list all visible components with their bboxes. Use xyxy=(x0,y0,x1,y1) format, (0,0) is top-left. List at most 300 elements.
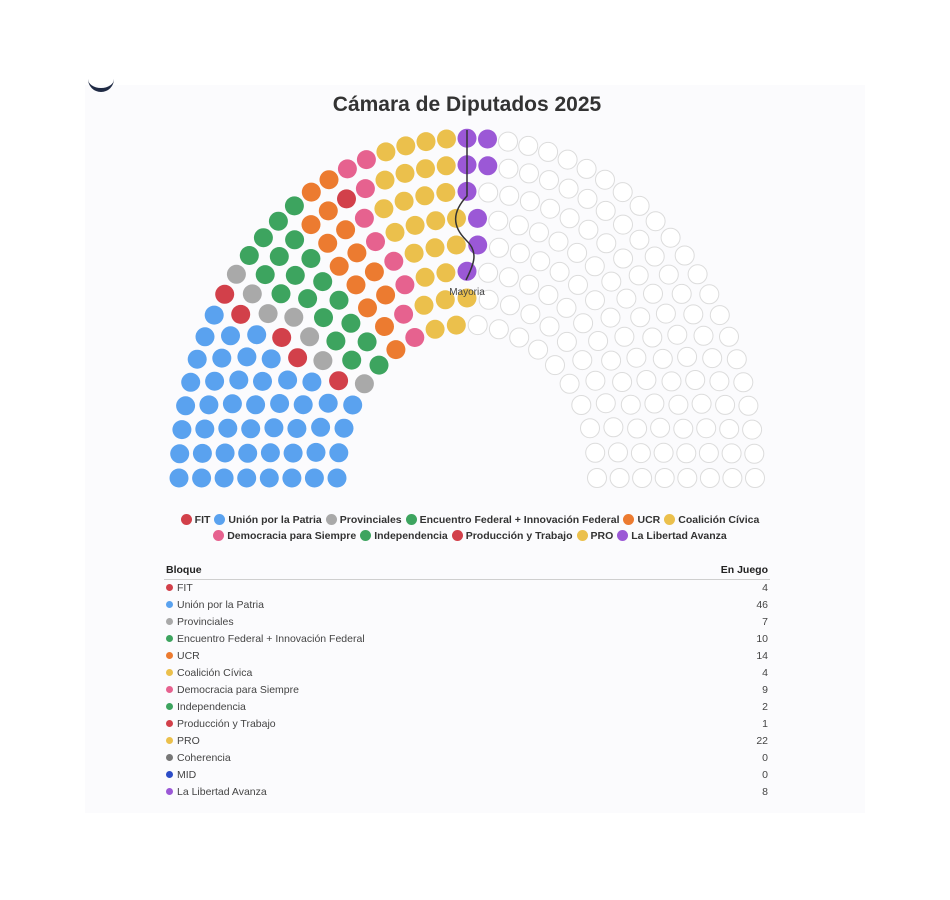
seat-empty xyxy=(572,396,591,415)
legend-row xyxy=(160,512,780,528)
table-row xyxy=(164,648,770,665)
seat-filled xyxy=(437,130,456,149)
legend-swatch xyxy=(326,514,337,525)
bloque-name: Independencia xyxy=(177,701,246,713)
seat-filled xyxy=(285,196,304,215)
seat-filled xyxy=(338,159,357,178)
seat-filled xyxy=(426,320,445,339)
seat-empty xyxy=(560,374,579,393)
seat-empty xyxy=(675,246,694,265)
seat-filled xyxy=(468,209,487,228)
seat-empty xyxy=(703,349,722,368)
seat-filled xyxy=(478,130,497,149)
seat-filled xyxy=(437,156,456,175)
bloque-cell xyxy=(164,716,648,733)
bloque-color-dot xyxy=(166,788,173,795)
bloque-name: Encuentro Federal + Innovación Federal xyxy=(177,633,365,645)
seat-empty xyxy=(602,272,621,291)
legend-label: La Libertad Avanza xyxy=(631,530,727,542)
legend-row xyxy=(160,528,780,544)
seat-filled xyxy=(319,201,338,220)
seat-filled xyxy=(287,419,306,438)
bloque-cell xyxy=(164,699,648,716)
seat-filled xyxy=(375,317,394,336)
legend-label: Democracia para Siempre xyxy=(227,530,357,542)
seat-empty xyxy=(468,316,487,335)
seat-empty xyxy=(569,275,588,294)
legend-item[interactable] xyxy=(664,512,759,528)
seat-filled xyxy=(170,444,189,463)
seat-filled xyxy=(313,272,332,291)
seat-filled xyxy=(336,220,355,239)
seat-filled xyxy=(319,394,338,413)
seat-empty xyxy=(586,291,605,310)
seat-empty xyxy=(688,265,707,284)
legend-item[interactable] xyxy=(213,528,356,544)
seat-empty xyxy=(559,179,578,198)
seat-filled xyxy=(355,374,374,393)
legend-item[interactable] xyxy=(326,512,402,528)
table-row xyxy=(164,767,770,784)
seat-filled xyxy=(416,268,435,287)
seat-empty xyxy=(520,192,539,211)
seat-filled xyxy=(384,252,403,271)
seat-empty xyxy=(659,265,678,284)
seat-empty xyxy=(645,247,664,266)
seat-empty xyxy=(662,372,681,391)
majority-label: Mayoria xyxy=(449,287,485,298)
legend-swatch xyxy=(452,530,463,541)
seat-filled xyxy=(237,469,256,488)
legend-label: PRO xyxy=(590,530,614,542)
seat-empty xyxy=(656,304,675,323)
seat-filled xyxy=(307,443,326,462)
seat-filled xyxy=(417,132,436,151)
seat-empty xyxy=(501,296,520,315)
seat-filled xyxy=(212,349,231,368)
seat-filled xyxy=(415,296,434,315)
seat-filled xyxy=(447,236,466,255)
bloque-name: Unión por la Patria xyxy=(177,599,264,611)
seat-empty xyxy=(510,244,529,263)
seat-filled xyxy=(396,164,415,183)
seat-filled xyxy=(370,356,389,375)
legend-label: Coalición Cívica xyxy=(678,514,760,526)
seat-filled xyxy=(329,371,348,390)
seat-filled xyxy=(172,420,191,439)
seat-empty xyxy=(521,305,540,324)
seat-filled xyxy=(376,286,395,305)
table-row xyxy=(164,716,770,733)
seat-filled xyxy=(357,150,376,169)
seat-filled xyxy=(302,373,321,392)
legend-swatch xyxy=(577,530,588,541)
seat-filled xyxy=(405,244,424,263)
bloque-name: FIT xyxy=(177,582,193,594)
seat-filled xyxy=(215,285,234,304)
seat-empty xyxy=(613,373,632,392)
seat-empty xyxy=(633,469,652,488)
seat-filled xyxy=(199,395,218,414)
bloque-color-dot xyxy=(166,652,173,659)
seat-empty xyxy=(589,332,608,351)
seat-filled xyxy=(302,215,321,234)
seat-filled xyxy=(254,228,273,247)
legend-swatch xyxy=(406,514,417,525)
seat-filled xyxy=(300,327,319,346)
seat-empty xyxy=(479,183,498,202)
legend-label: UCR xyxy=(637,514,661,526)
seat-empty xyxy=(615,327,634,346)
seat-empty xyxy=(629,266,648,285)
seat-filled xyxy=(247,325,266,344)
seat-empty xyxy=(546,356,565,375)
seat-empty xyxy=(655,469,674,488)
seat-filled xyxy=(376,142,395,161)
seat-filled xyxy=(329,443,348,462)
bloque-cell xyxy=(164,784,648,801)
legend-swatch xyxy=(181,514,192,525)
seat-filled xyxy=(405,328,424,347)
legend-item[interactable] xyxy=(452,528,573,544)
seat-empty xyxy=(723,469,742,488)
seat-filled xyxy=(238,444,257,463)
seat-filled xyxy=(386,223,405,242)
seat-filled xyxy=(447,316,466,335)
table-header-row xyxy=(164,562,770,580)
seat-empty xyxy=(489,320,508,339)
seat-filled xyxy=(330,291,349,310)
bloque-cell xyxy=(164,631,648,648)
seat-filled xyxy=(269,212,288,231)
seat-empty xyxy=(550,262,569,281)
seat-empty xyxy=(677,444,696,463)
seat-filled xyxy=(218,419,237,438)
seat-filled xyxy=(342,351,361,370)
seat-empty xyxy=(510,328,529,347)
en-juego-value: 1 xyxy=(762,718,768,730)
en-juego-value: 7 xyxy=(762,616,768,628)
legend-item[interactable] xyxy=(406,512,620,528)
bloque-color-dot xyxy=(166,686,173,693)
seat-filled xyxy=(301,249,320,268)
seat-empty xyxy=(699,444,718,463)
seat-filled xyxy=(181,373,200,392)
seat-empty xyxy=(661,228,680,247)
seat-filled xyxy=(294,395,313,414)
seat-empty xyxy=(602,351,621,370)
seat-filled xyxy=(193,444,212,463)
seat-filled xyxy=(270,247,289,266)
seat-filled xyxy=(341,314,360,333)
seat-filled xyxy=(246,395,265,414)
seat-filled xyxy=(256,265,275,284)
legend-label: Provinciales xyxy=(339,514,402,526)
seat-filled xyxy=(260,469,279,488)
seat-filled xyxy=(376,171,395,190)
legend-label: Encuentro Federal + Innovación Federal xyxy=(419,514,620,526)
seat-empty xyxy=(645,394,664,413)
seat-empty xyxy=(596,170,615,189)
seat-empty xyxy=(539,286,558,305)
seat-empty xyxy=(560,209,579,228)
seat-filled xyxy=(223,394,242,413)
seat-filled xyxy=(313,351,332,370)
table-header-bloque: Bloque xyxy=(164,562,648,580)
seat-filled xyxy=(374,199,393,218)
seat-empty xyxy=(558,150,577,169)
seat-empty xyxy=(710,306,729,325)
seat-empty xyxy=(669,395,688,414)
en-juego-value: 22 xyxy=(756,735,768,747)
seat-empty xyxy=(678,347,697,366)
bloque-cell xyxy=(164,682,648,699)
seat-filled xyxy=(396,136,415,155)
bloque-name: PRO xyxy=(177,735,200,747)
legend xyxy=(160,512,780,544)
bloque-color-dot xyxy=(166,703,173,710)
seat-filled xyxy=(284,444,303,463)
seat-empty xyxy=(577,159,596,178)
seat-empty xyxy=(734,373,753,392)
seat-filled xyxy=(231,305,250,324)
legend-label: Independencia xyxy=(374,530,448,542)
seat-filled xyxy=(436,263,455,282)
seat-empty xyxy=(574,314,593,333)
seat-filled xyxy=(311,418,330,437)
bloque-name: Producción y Trabajo xyxy=(177,718,276,730)
seat-filled xyxy=(386,340,405,359)
seat-empty xyxy=(520,275,539,294)
table-row xyxy=(164,665,770,682)
seat-empty xyxy=(588,469,607,488)
seat-filled xyxy=(188,350,207,369)
seat-empty xyxy=(568,243,587,262)
seat-filled xyxy=(240,246,259,265)
seat-filled xyxy=(221,326,240,345)
seat-empty xyxy=(596,394,615,413)
seat-filled xyxy=(282,469,301,488)
bloque-color-dot xyxy=(166,737,173,744)
seat-empty xyxy=(720,420,739,439)
seat-empty xyxy=(674,419,693,438)
seat-filled xyxy=(205,306,224,325)
seat-empty xyxy=(692,394,711,413)
table-row xyxy=(164,631,770,648)
seat-empty xyxy=(610,469,629,488)
seat-filled xyxy=(237,347,256,366)
en-juego-value: 0 xyxy=(762,752,768,764)
seat-empty xyxy=(601,308,620,327)
seat-empty xyxy=(720,327,739,346)
seat-empty xyxy=(489,211,508,230)
seat-filled xyxy=(366,232,385,251)
seat-empty xyxy=(722,444,741,463)
seat-empty xyxy=(646,212,665,231)
seat-empty xyxy=(519,136,538,155)
seat-empty xyxy=(540,171,559,190)
seat-empty xyxy=(499,268,518,287)
seat-empty xyxy=(727,350,746,369)
table-row xyxy=(164,597,770,614)
seat-filled xyxy=(358,332,377,351)
seat-filled xyxy=(347,275,366,294)
seat-empty xyxy=(700,469,719,488)
seat-filled xyxy=(264,418,283,437)
seat-empty xyxy=(613,183,632,202)
bloque-color-dot xyxy=(166,618,173,625)
seat-filled xyxy=(337,189,356,208)
seat-filled xyxy=(426,238,445,257)
bloque-cell xyxy=(164,648,648,665)
legend-item[interactable] xyxy=(577,528,614,544)
seat-filled xyxy=(320,170,339,189)
seat-empty xyxy=(540,317,559,336)
seat-empty xyxy=(745,444,764,463)
seat-filled xyxy=(192,469,211,488)
seat-empty xyxy=(710,372,729,391)
bloque-name: MID xyxy=(177,769,197,781)
seat-filled xyxy=(261,443,280,462)
seat-empty xyxy=(631,308,650,327)
seat-filled xyxy=(215,469,234,488)
legend-label: Unión por la Patria xyxy=(228,514,322,526)
seat-empty xyxy=(627,348,646,367)
seat-empty xyxy=(500,186,519,205)
bloque-cell xyxy=(164,580,648,598)
legend-item[interactable] xyxy=(181,512,211,528)
seat-empty xyxy=(630,196,649,215)
bloque-cell xyxy=(164,614,648,631)
seat-filled xyxy=(355,209,374,228)
en-juego-value: 10 xyxy=(756,633,768,645)
seat-filled xyxy=(347,243,366,262)
bloque-color-dot xyxy=(166,720,173,727)
bloque-cell xyxy=(164,750,648,767)
seat-empty xyxy=(531,252,550,271)
seat-empty xyxy=(549,232,568,251)
seat-filled xyxy=(241,419,260,438)
seat-empty xyxy=(643,328,662,347)
seat-empty xyxy=(746,469,765,488)
en-juego-value: 9 xyxy=(762,684,768,696)
legend-item[interactable] xyxy=(214,512,321,528)
legend-item[interactable] xyxy=(623,512,660,528)
table-header-en-juego: En Juego xyxy=(648,562,770,580)
seat-filled xyxy=(330,257,349,276)
seat-filled xyxy=(278,371,297,390)
seat-empty xyxy=(609,443,628,462)
seat-empty xyxy=(490,238,509,257)
seat-filled xyxy=(259,304,278,323)
seat-filled xyxy=(272,284,291,303)
seat-empty xyxy=(614,249,633,268)
seat-filled xyxy=(343,396,362,415)
seat-empty xyxy=(678,469,697,488)
seat-empty xyxy=(509,216,528,235)
bloque-name: UCR xyxy=(177,650,200,662)
seat-empty xyxy=(628,419,647,438)
en-juego-value: 0 xyxy=(762,769,768,781)
seat-filled xyxy=(415,186,434,205)
seat-empty xyxy=(530,223,549,242)
legend-item[interactable] xyxy=(360,528,448,544)
legend-swatch xyxy=(623,514,634,525)
table-row xyxy=(164,733,770,750)
seat-empty xyxy=(557,332,576,351)
en-juego-value: 4 xyxy=(762,667,768,679)
seat-empty xyxy=(604,418,623,437)
seat-filled xyxy=(328,469,347,488)
seat-filled xyxy=(416,159,435,178)
seat-filled xyxy=(335,419,354,438)
seat-filled xyxy=(426,211,445,230)
seat-empty xyxy=(581,419,600,438)
seat-filled xyxy=(205,372,224,391)
bloque-cell xyxy=(164,767,648,784)
seat-filled xyxy=(318,234,337,253)
seats-table xyxy=(164,562,770,801)
seat-filled xyxy=(394,305,413,324)
seat-empty xyxy=(630,230,649,249)
seat-empty xyxy=(739,396,758,415)
table-row xyxy=(164,614,770,631)
seat-filled xyxy=(195,420,214,439)
seat-empty xyxy=(573,351,592,370)
bloque-color-dot xyxy=(166,771,173,778)
seat-empty xyxy=(700,285,719,304)
seat-empty xyxy=(684,305,703,324)
table-row xyxy=(164,682,770,699)
seat-filled xyxy=(314,308,333,327)
seat-filled xyxy=(284,308,303,327)
legend-item[interactable] xyxy=(617,528,727,544)
seat-empty xyxy=(694,326,713,345)
seat-filled xyxy=(196,327,215,346)
seat-empty xyxy=(585,257,604,276)
table-row xyxy=(164,750,770,767)
seat-filled xyxy=(356,179,375,198)
en-juego-value: 4 xyxy=(762,582,768,594)
seat-filled xyxy=(478,156,497,175)
seat-empty xyxy=(557,298,576,317)
seat-empty xyxy=(617,289,636,308)
seat-filled xyxy=(365,262,384,281)
seat-filled xyxy=(298,289,317,308)
bloque-name: Coherencia xyxy=(177,752,231,764)
seat-filled xyxy=(285,230,304,249)
seat-filled xyxy=(216,444,235,463)
en-juego-value: 2 xyxy=(762,701,768,713)
bloque-color-dot xyxy=(166,669,173,676)
seat-empty xyxy=(596,201,615,220)
seat-empty xyxy=(644,284,663,303)
seat-filled xyxy=(253,372,272,391)
table-row xyxy=(164,580,770,598)
bloque-cell xyxy=(164,733,648,750)
legend-swatch xyxy=(617,530,628,541)
legend-swatch xyxy=(360,530,371,541)
seat-filled xyxy=(170,469,189,488)
bloque-color-dot xyxy=(166,601,173,608)
seat-empty xyxy=(499,159,518,178)
seat-empty xyxy=(479,263,498,282)
bloque-color-dot xyxy=(166,754,173,761)
legend-label: Producción y Trabajo xyxy=(465,530,573,542)
seat-empty xyxy=(539,142,558,161)
seat-empty xyxy=(614,215,633,234)
seat-filled xyxy=(176,396,195,415)
